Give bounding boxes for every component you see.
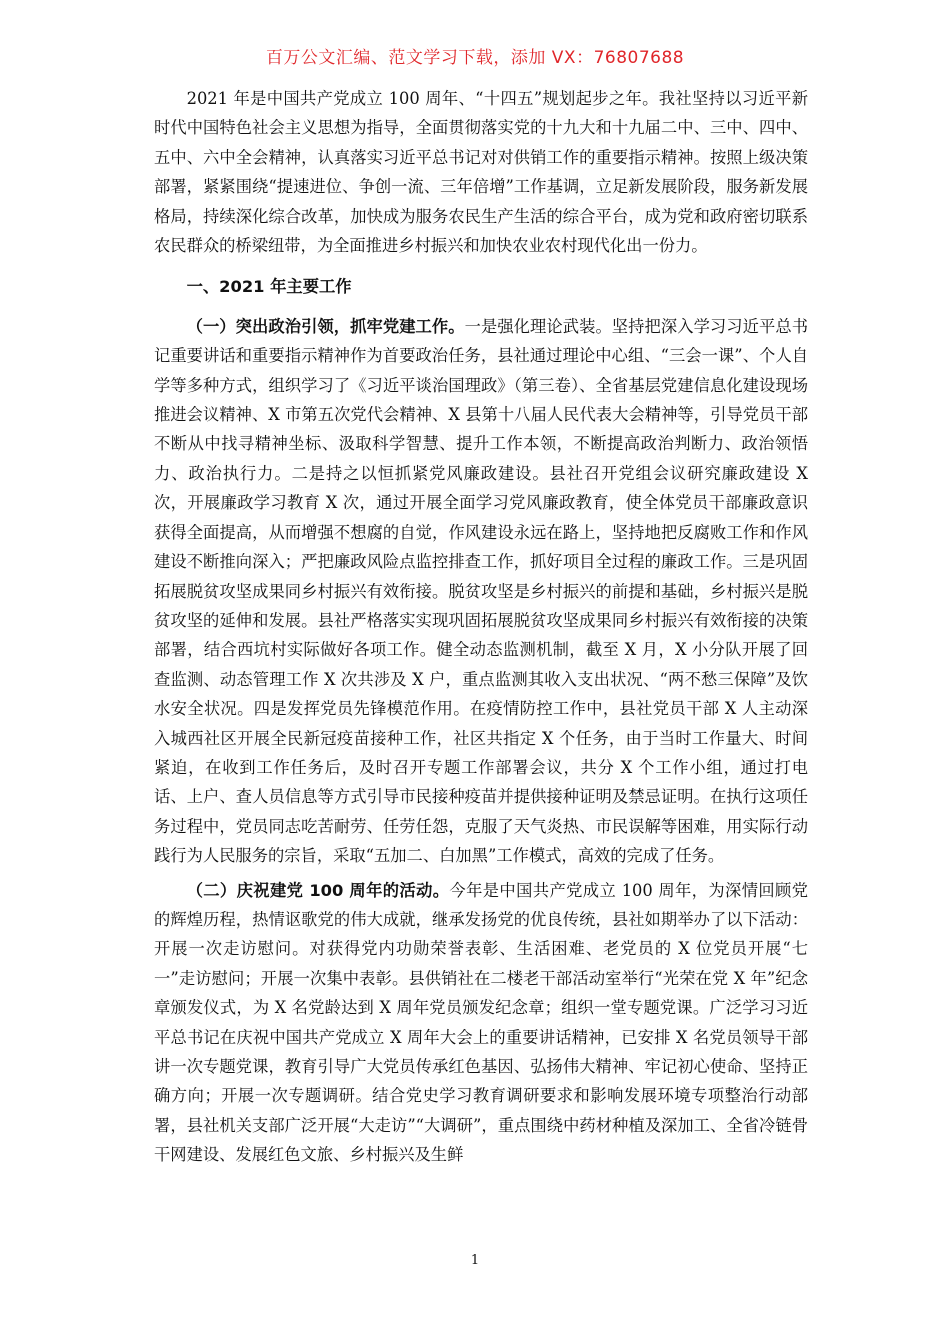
intro-paragraph: 2021 年是中国共产党成立 100 周年、“十四五”规划起步之年。我社坚持以习近平新时代中国特色社会主义思想为指导，全面贯彻落实党的十九大和十九届二中、三中、四中、五中、六中全会精神，认真落实习近平总书记对对供销工作的重要指示精神。按照上级决策部署，紧紧围绕“提速进位、争创一流、三年倍增”工作基调，立足新发展阶段，服务新发展格局，持续深化综合改革，加快成为服务农民生产生活的综合平台，成为党和政府密切联系农民群众的桥梁纽带，为全面推进乡村振兴和加快农业农村现代化出一份力。 bbox=[154, 89, 808, 256]
header-watermark-note: 百万公文汇编、范文学习下载，添加 VX：76807688 bbox=[265, 48, 685, 68]
paragraph-body: 一是强化理论武装。坚持把深入学习习近平总书记重要讲话和重要指示精神作为首要政治任务，县社通过理论中心组、“三会一课”、个人自学等多种方式，组织学习了《习近平谈治国理政》（第三卷）、全省基层党建信息化建设现场推进会议精神、X 市第五次党代会精神、X 县第十八届人民代表大会精神等，引导党员干部不断从中找寻精神坐标、汲取科学智慧、提升工作本领，不断提高政治判断力、政治领悟力、政治执行力。二是持之以恒抓紧党风廉政建设。县社召开党组会议研究廉政建设 X 次，开展廉政学习教育 X 次，通过开展全面学习党风廉政教育，使全体党员干部廉政意识获得全面提高，从而增强不想腐的自觉，作风建设永远在路上，坚持地把反腐败工作和作风建设不断推向深入；严把廉政风险点监控排查工作，抓好项目全过程的廉政工作。三是巩固拓展脱贫攻坚成果同乡村振兴有效衔接。脱贫攻坚是乡村振兴的前提和基础，乡村振兴是脱贫攻坚的延伸和发展。县社严格落实实现巩固拓展脱贫攻坚成果同乡村振兴有效衔接的决策部署，结合西坑村实际做好各项工作。健全动态监测机制，截至 X 月，X 小分队开展了回查监测、动态管理工作 X 次共涉及 X 户，重点监测其收入支出状况、“两不愁三保障”及饮水安全状况。四是发挥党员先锋模范作用。在疫情防控工作中，县社党员干部 X 人主动深入城西社区开展全民新冠疫苗接种工作，社区共指定 X 个任务，由于当时工作量大、时间紧迫，在收到工作任务后，及时召开专题工作部署会议，共分 X 个工作小组，通过打电话、上户、查人员信息等方式引导市民接种疫苗并提供接种证明及禁忌证明。在执行这项任务过程中，党员同志吃苦耐劳、任劳任怨，克服了天气炎热、市民误解等困难，用实际行动践行为人民服务的宗旨，采取“五加二、白加黑”工作模式，高效的完成了任务。 bbox=[154, 316, 808, 866]
paragraph-body: 今年是中国共产党成立 100 周年，为深情回顾党的辉煌历程，热情讴歌党的伟大成就，继承发扬党的优良传统，县社如期举办了以下活动：开展一次走访慰问。对获得党内功勋荣誉表彰、生活困难、老党员的 X 位党员开展“七一”走访慰问；开展一次集中表彰。县供销社在二楼老干部活动室举行“光荣在党 X 年”纪念章颁发仪式，为 X 名党龄达到 X 周年党员颁发纪念章；组织一堂专题党课。广泛学习习近平总书记在庆祝中国共产党成立 X 周年大会上的重要讲话精神，已安排 X 名党员领导干部讲一次专题党课，教育引导广大党员传承红色基因、弘扬伟大精神、牢记初心使命、坚持正确方向；开展一次专题调研。结合党史学习教育调研要求和影响发展环境专项整治行动部署，县社机关支部广泛开展“大走访”“大调研”，重点围绕中药材种植及深加工、全省冷链骨干网建设、发展红色文旅、乡村振兴及生鲜 bbox=[154, 880, 808, 1165]
paragraph-lead: （二）庆祝建党 100 周年的活动。 bbox=[186, 880, 450, 900]
section-paragraph-party-building bbox=[154, 312, 808, 871]
section-heading: 一、2021 年主要工作 bbox=[186, 277, 352, 297]
document-body bbox=[154, 84, 808, 1170]
paragraph-lead: （一）突出政治引领，抓牢党建工作。 bbox=[186, 316, 465, 336]
section-paragraph-anniversary bbox=[154, 876, 808, 1170]
page-number: 1 bbox=[470, 1253, 480, 1268]
